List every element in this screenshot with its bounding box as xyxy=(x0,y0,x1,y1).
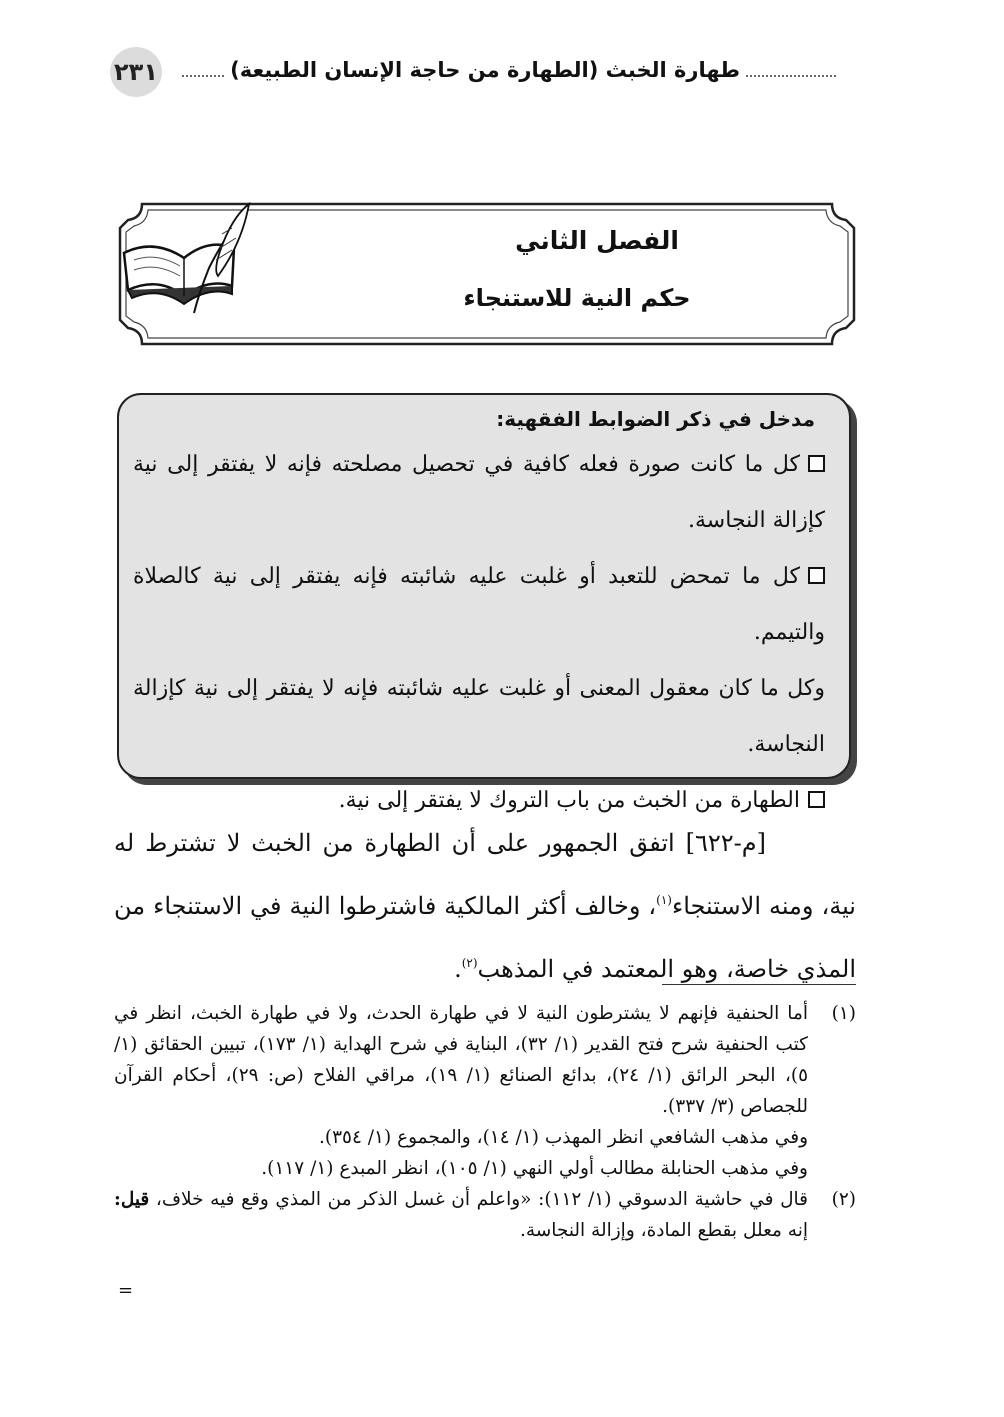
chapter-title: الفصل الثاني xyxy=(515,226,679,255)
body-paragraph xyxy=(114,815,856,998)
paragraph-text: ، وخالف أكثر المالكية فاشترطوا النية في الاستنجاء من المذي خاصة، وهو المعتمد في المذهب xyxy=(114,892,856,983)
footnote-2 xyxy=(114,1184,856,1246)
rule-item xyxy=(133,661,825,773)
fiqh-rules-box xyxy=(117,393,851,813)
footnote-text-part: إنه معلل بقطع المادة، وإزالة النجاسة. xyxy=(519,1220,808,1241)
footnote-ref[interactable]: (١) xyxy=(656,893,672,907)
chapter-subtitle: حكم النية للاستنجاء xyxy=(463,284,691,312)
footnote-1 xyxy=(114,998,856,1122)
footnote-1-hanbali: وفي مذهب الحنابلة مطالب أولي النهي (١/ ١٠٥)، انظر المبدع (١/ ١١٧). xyxy=(261,1158,808,1179)
chapter-heading-frame xyxy=(114,198,860,350)
footnote-text: أما الحنفية فإنهم لا يشترطون النية لا في طهارة الحدث، ولا في طهارة الخبث، انظر في كتب الحنفية شرح فتح القدير (١/ ٣٢)، البناية في شرح الهداية (١/ ١٧٣)، تبيين الحقائق (١/ ٥)، البحر الرائق (١/ ٢٤)، بدائع الصنائع (١/ ١٩)، مراقي الفلاح (ص: ٢٩)، أحكام القرآن للجصاص (٣/ ٣٣٧). xyxy=(114,1003,809,1117)
rule-text: كل ما كانت صورة فعله كافية في تحصيل مصلحته فإنه لا يفتقر إلى نية كإزالة النجاسة. xyxy=(133,452,825,533)
paragraph-text: [م-٦٢٢] اتفق الجمهور على أن الطهارة من الخبث لا تشترط له نية، ومنه الاستنجاء xyxy=(114,829,856,920)
running-header xyxy=(176,56,842,84)
rules-heading: مدخل في ذكر الضوابط الفقهية: xyxy=(496,407,815,431)
running-title: طهارة الخبث (الطهارة من حاجة الإنسان الطبيعة) xyxy=(230,58,740,82)
paragraph-text: . xyxy=(454,955,462,983)
checkbox-bullet-icon xyxy=(808,791,825,808)
leader-dots xyxy=(182,63,224,77)
rule-item xyxy=(133,437,825,549)
leader-dots xyxy=(746,63,836,77)
footnote-number: (١) xyxy=(831,1003,856,1024)
footnote-1-shafii: وفي مذهب الشافعي انظر المهذب (١/ ١٤)، والمجموع (١/ ٣٥٤). xyxy=(319,1127,808,1148)
checkbox-bullet-icon xyxy=(808,455,825,472)
footnote-text xyxy=(114,1184,808,1246)
book-and-quill-icon xyxy=(114,198,264,318)
footnote-number: (٢) xyxy=(831,1189,856,1210)
footnote-ref[interactable]: (٢) xyxy=(461,956,478,970)
rule-text: الطهارة من الخبث من باب التروك لا يفتقر إلى نية. xyxy=(338,788,800,813)
page-number: ٢٣١ xyxy=(110,47,162,97)
checkbox-bullet-icon xyxy=(808,567,825,584)
footnote-divider xyxy=(662,984,856,985)
footnote-bold-term: قيل: xyxy=(114,1189,150,1210)
rule-text: كل ما تمحض للتعبد أو غلبت عليه شائبته فإنه يفتقر إلى نية كالصلاة والتيمم. xyxy=(133,564,825,645)
rule-text: وكل ما كان معقول المعنى أو غلبت عليه شائبته فإنه لا يفتقر إلى نية كإزالة النجاسة. xyxy=(133,676,825,757)
rule-item xyxy=(133,549,825,661)
continuation-mark: = xyxy=(118,1280,134,1301)
footnotes xyxy=(114,998,856,1246)
footnote-text-part: قال في حاشية الدسوقي (١/ ١١٢): «واعلم أن غسل الذكر من المذي وقع فيه خلاف، xyxy=(149,1189,808,1210)
